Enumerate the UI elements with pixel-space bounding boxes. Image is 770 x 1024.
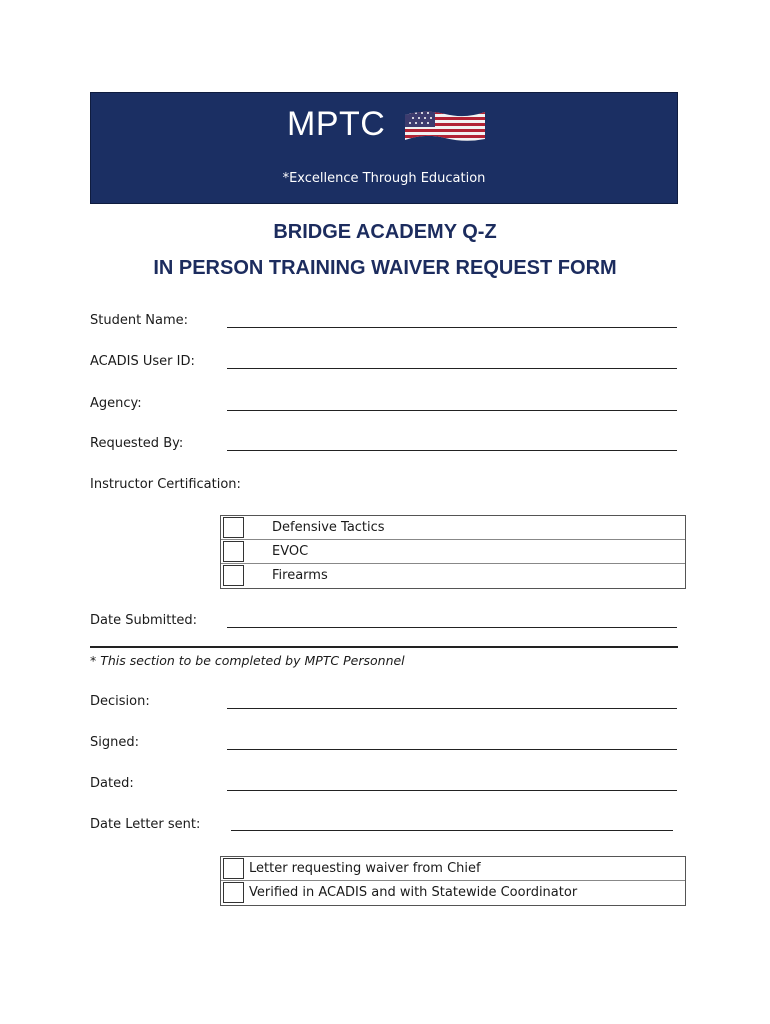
form-subtitle: IN PERSON TRAINING WAIVER REQUEST FORM [153, 257, 617, 279]
date-submitted-field[interactable] [227, 627, 677, 628]
date-letter-sent-field[interactable] [231, 830, 673, 831]
instructor-certification-label: Instructor Certification: [90, 477, 241, 492]
evoc-checkbox[interactable] [223, 541, 244, 562]
letter-from-chief-checkbox[interactable] [223, 858, 244, 879]
decision-label: Decision: [90, 694, 150, 709]
date-submitted-label: Date Submitted: [90, 613, 198, 628]
banner-title: MPTC [287, 105, 386, 143]
signed-field[interactable] [227, 749, 677, 750]
american-flag-icon [405, 109, 485, 143]
verification-row-acadis [221, 881, 685, 905]
evoc-label: EVOC [272, 544, 309, 559]
certification-row-defensive-tactics [221, 516, 685, 540]
acadis-user-id-label: ACADIS User ID: [90, 354, 195, 369]
form-title: BRIDGE ACADEMY Q-Z [273, 221, 497, 243]
requested-by-label: Requested By: [90, 436, 184, 451]
decision-field[interactable] [227, 708, 677, 709]
letter-from-chief-label: Letter requesting waiver from Chief [249, 861, 481, 876]
verification-checklist [220, 856, 686, 906]
firearms-checkbox[interactable] [223, 565, 244, 586]
certification-row-firearms [221, 564, 685, 588]
header-banner [90, 92, 678, 204]
section-divider [90, 646, 678, 648]
personnel-note: * This section to be completed by MPTC Personnel [90, 653, 405, 668]
defensive-tactics-label: Defensive Tactics [272, 520, 385, 535]
defensive-tactics-checkbox[interactable] [223, 517, 244, 538]
requested-by-field[interactable] [227, 450, 677, 451]
agency-field[interactable] [227, 410, 677, 411]
firearms-label: Firearms [272, 568, 328, 583]
banner-tagline: *Excellence Through Education [282, 171, 486, 186]
date-letter-sent-label: Date Letter sent: [90, 817, 201, 832]
certification-row-evoc [221, 540, 685, 564]
verification-row-letter [221, 857, 685, 881]
agency-label: Agency: [90, 396, 142, 411]
certification-checklist [220, 515, 686, 589]
verified-acadis-label: Verified in ACADIS and with Statewide Coordinator [249, 885, 578, 900]
acadis-user-id-field[interactable] [227, 368, 677, 369]
student-name-field[interactable] [227, 327, 677, 328]
signed-label: Signed: [90, 735, 139, 750]
dated-label: Dated: [90, 776, 134, 791]
dated-field[interactable] [227, 790, 677, 791]
verified-acadis-checkbox[interactable] [223, 882, 244, 903]
student-name-label: Student Name: [90, 313, 189, 328]
